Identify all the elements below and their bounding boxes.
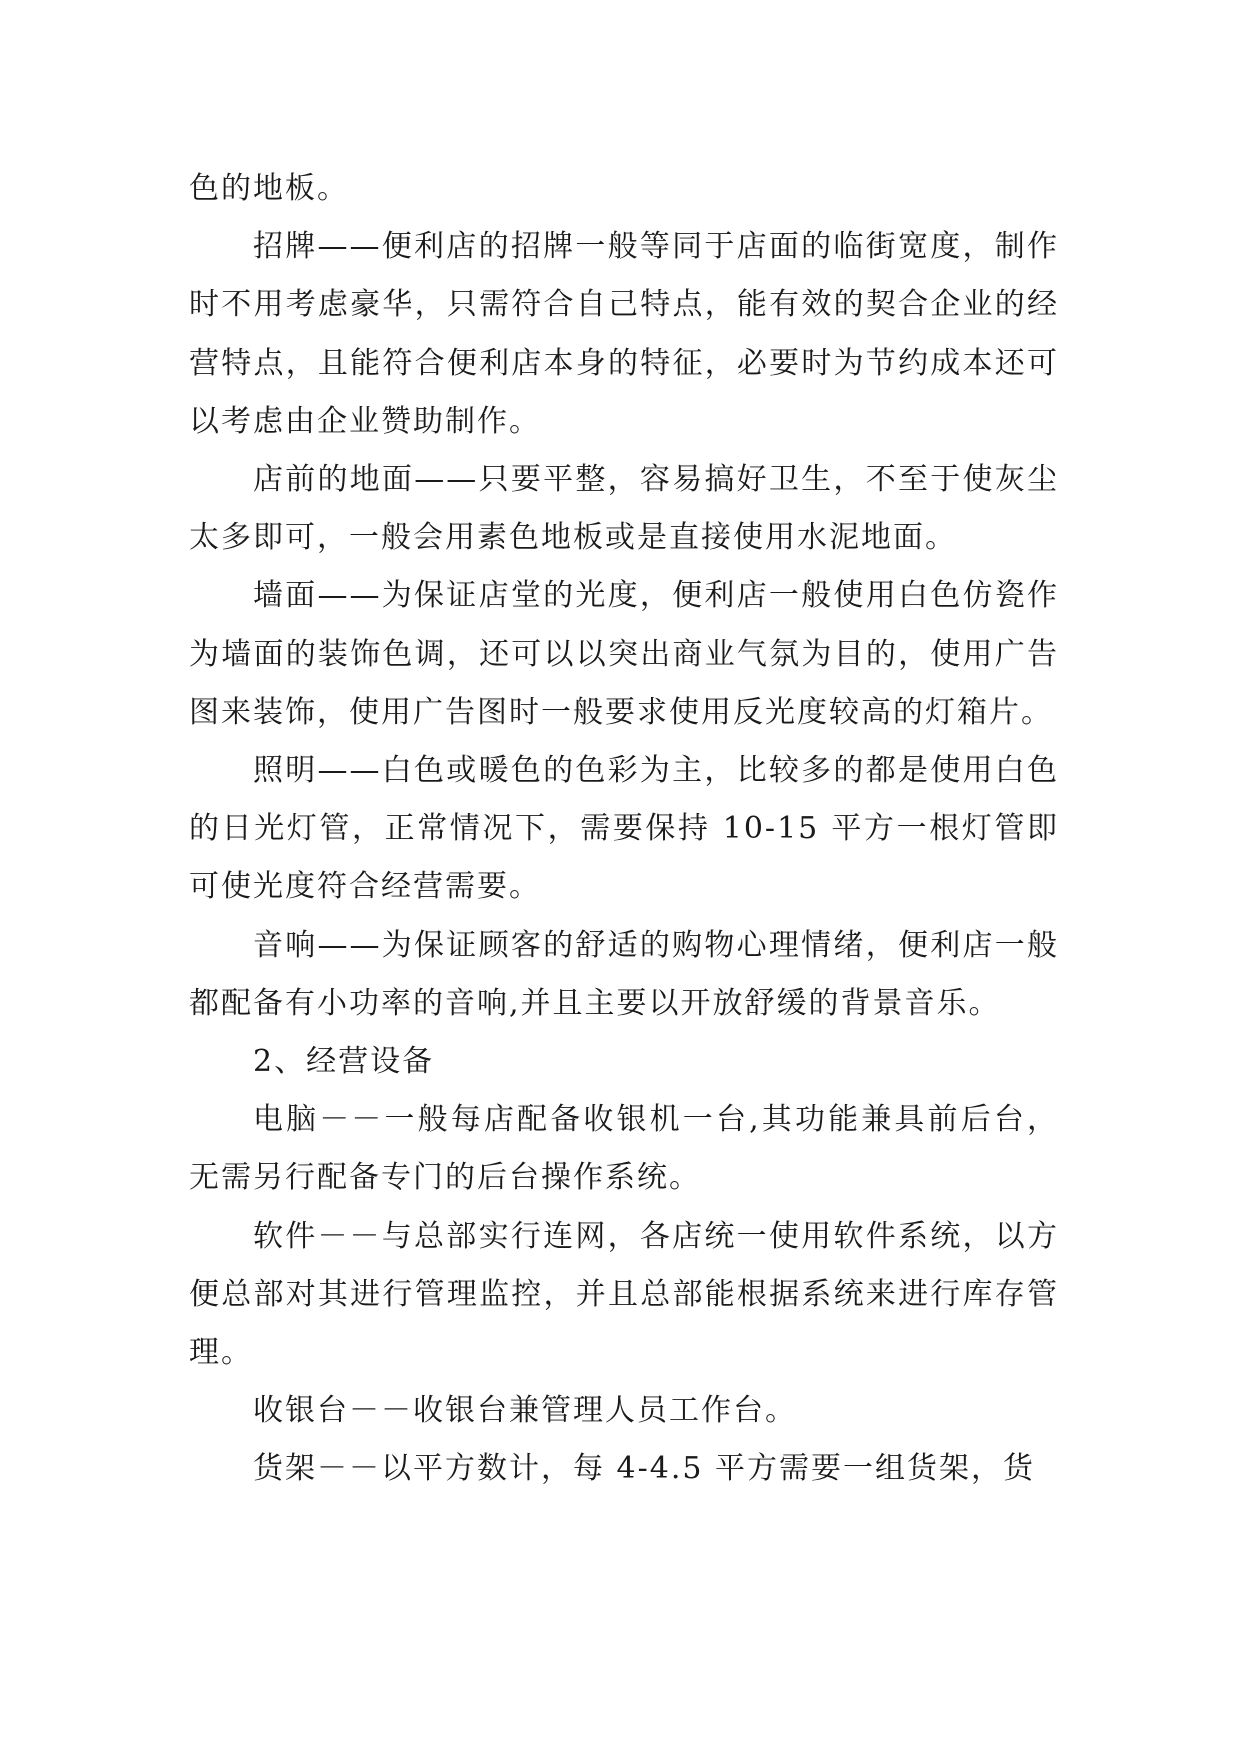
paragraph-lighting: 照明——白色或暖色的色彩为主，比较多的都是使用白色的日光灯管，正常情况下，需要保持 10-15 平方一根灯管即可使光度符合经营需要。 [189,753,1059,905]
paragraph-shelves: 货架－－以平方数计，每 4-4.5 平方需要一组货架，货 [253,1451,1036,1487]
paragraph-software: 软件－－与总部实行连网，各店统一使用软件系统，以方便总部对其进行管理监控，并且总部能根据系统来进行库存管理。 [189,1218,1059,1371]
paragraph-signboard: 招牌——便利店的招牌一般等同于店面的临街宽度，制作时不用考虑豪华，只需符合自己特点，能有效的契合企业的经营特点，且能符合便利店本身的特征，必要时为节约成本还可以考虑由企业赞助制作。 [189,229,1059,439]
paragraph-floor-continued: 色的地板。 [189,171,349,206]
paragraph-audio: 音响——为保证顾客的舒适的购物心理情绪，便利店一般都配备有小功率的音响,并且主要以开放舒缓的背景音乐。 [189,927,1059,1021]
section-heading-equipment: 2、经营设备 [253,1044,435,1080]
paragraph-computer: 电脑－－一般每店配备收银机一台,其功能兼具前后台，无需另行配备专门的后台操作系统。 [189,1102,1059,1196]
paragraph-wall: 墙面——为保证店堂的光度，便利店一般使用白色仿瓷作为墙面的装饰色调，还可以以突出商业气氛为目的，使用广告图来装饰，使用广告图时一般要求使用反光度较高的灯箱片。 [189,578,1059,730]
paragraph-checkout-counter: 收银台－－收银台兼管理人员工作台。 [253,1393,797,1429]
document-body [189,160,1059,1499]
paragraph-storefront-ground: 店前的地面——只要平整，容易搞好卫生，不至于使灰尘太多即可，一般会用素色地板或是直接使用水泥地面。 [189,462,1059,556]
